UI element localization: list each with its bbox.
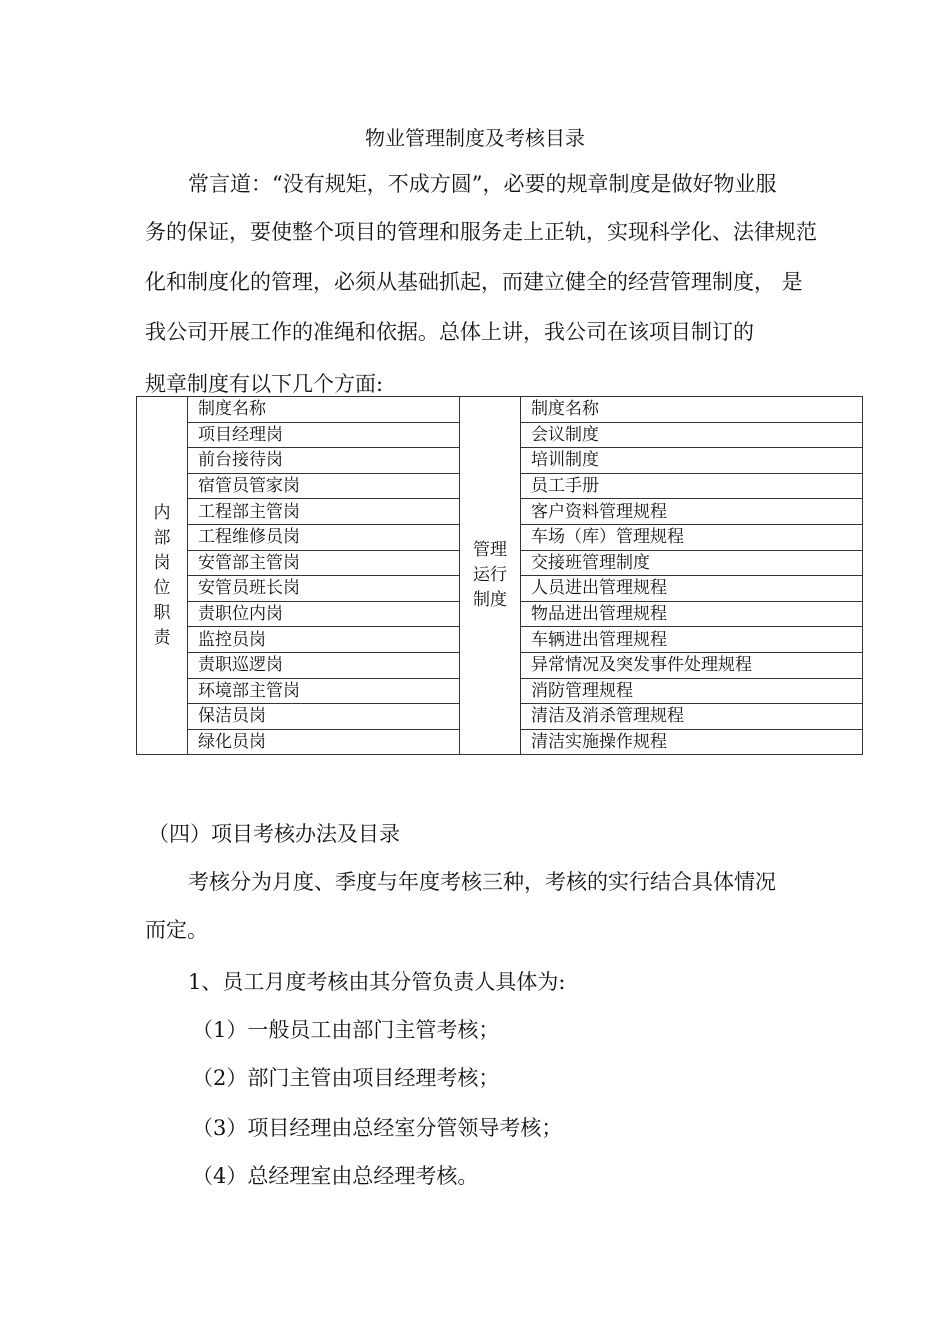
right-item-cell: 人员进出管理规程 <box>521 576 863 602</box>
regulations-table <box>136 396 863 755</box>
left-item-cell: 保洁员岗 <box>188 704 460 730</box>
assessment-sub-4: （4）总经理室由总经理考核。 <box>192 1164 479 1188</box>
assessment-item-1: 1、员工月度考核由其分管负责人具体为: <box>188 970 566 994</box>
left-item-cell: 安管部主管岗 <box>188 550 460 576</box>
group-label-right <box>460 397 521 755</box>
section-4-para-line-1: 考核分为月度、季度与年度考核三种，考核的实行结合具体情况 <box>188 870 776 894</box>
left-item-cell: 环境部主管岗 <box>188 678 460 704</box>
right-item-cell: 车辆进出管理规程 <box>521 627 863 653</box>
group-label-left <box>137 397 188 755</box>
intro-line-5: 规章制度有以下几个方面: <box>145 372 384 396</box>
left-item-cell: 前台接待岗 <box>188 448 460 474</box>
right-item-cell: 交接班管理制度 <box>521 550 863 576</box>
right-item-cell: 车场（库）管理规程 <box>521 524 863 550</box>
right-item-cell: 员工手册 <box>521 473 863 499</box>
intro-line-3: 化和制度化的管理，必须从基础抓起，而建立健全的经营管理制度， 是 <box>145 270 803 294</box>
left-item-cell: 工程维修员岗 <box>188 524 460 550</box>
table-row <box>137 397 863 423</box>
left-item-cell: 项目经理岗 <box>188 422 460 448</box>
left-item-cell: 绿化员岗 <box>188 729 460 755</box>
right-item-cell: 会议制度 <box>521 422 863 448</box>
document-title: 物业管理制度及考核目录 <box>365 126 585 150</box>
right-item-cell: 制度名称 <box>521 397 863 423</box>
assessment-sub-1: （1）一般员工由部门主管考核； <box>192 1018 500 1042</box>
left-item-cell: 工程部主管岗 <box>188 499 460 525</box>
left-item-cell: 监控员岗 <box>188 627 460 653</box>
right-item-cell: 培训制度 <box>521 448 863 474</box>
left-item-cell: 责职位内岗 <box>188 601 460 627</box>
left-item-cell: 责职巡逻岗 <box>188 652 460 678</box>
right-item-cell: 清洁及消杀管理规程 <box>521 704 863 730</box>
left-item-cell: 宿管员管家岗 <box>188 473 460 499</box>
right-item-cell: 物品进出管理规程 <box>521 601 863 627</box>
section-4-heading: （四）项目考核办法及目录 <box>148 822 400 846</box>
intro-line-4: 我公司开展工作的准绳和依据。总体上讲，我公司在该项目制订的 <box>145 320 754 344</box>
right-item-cell: 消防管理规程 <box>521 678 863 704</box>
right-item-cell: 清洁实施操作规程 <box>521 729 863 755</box>
intro-line-1: 常言道：“没有规矩，不成方圆”，必要的规章制度是做好物业服 <box>188 172 777 196</box>
right-item-cell: 客户资料管理规程 <box>521 499 863 525</box>
left-item-cell: 制度名称 <box>188 397 460 423</box>
intro-line-2: 务的保证，要使整个项目的管理和服务走上正轨，实现科学化、法律规范 <box>145 220 817 244</box>
assessment-sub-3: （3）项目经理由总经室分管领导考核； <box>192 1116 563 1140</box>
assessment-sub-2: （2）部门主管由项目经理考核； <box>192 1066 500 1090</box>
group-label-right-text: 管理运行制度 <box>473 540 507 611</box>
section-4-para-line-2: 而定。 <box>145 918 208 942</box>
right-item-cell: 异常情况及突发事件处理规程 <box>521 652 863 678</box>
left-item-cell: 安管员班长岗 <box>188 576 460 602</box>
group-label-left-text: 内部岗位职责 <box>153 502 171 648</box>
